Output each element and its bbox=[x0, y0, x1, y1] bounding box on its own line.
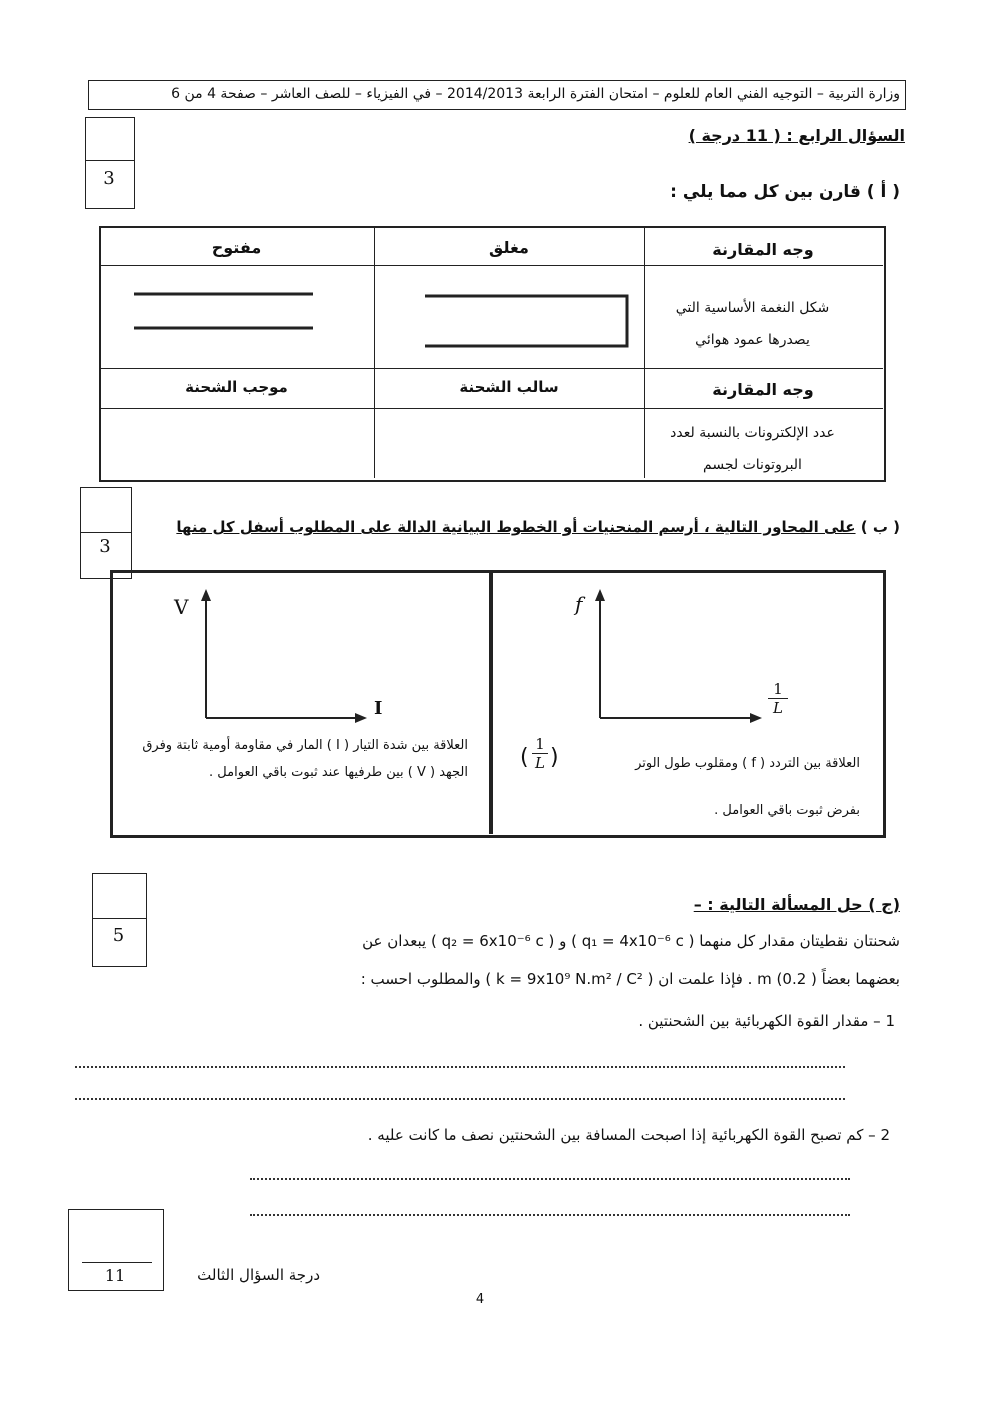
closed-tube-drawing bbox=[420, 290, 635, 350]
graph-left-x-label: I bbox=[374, 698, 383, 719]
table-criterion-header-1: وجه المقارنة bbox=[712, 240, 814, 259]
part-b-score-box bbox=[80, 487, 132, 579]
graph-right-caption-paren-right: ) bbox=[550, 745, 559, 770]
graph-left-y-label: V bbox=[174, 595, 189, 619]
part-c-item-2: 2 – كم تصبح القوة الكهربائية إذا اصبحت المسافة بين الشحنتين نصف ما كانت عليه . bbox=[367, 1126, 890, 1144]
table-negative-header: سالب الشحنة bbox=[459, 378, 559, 396]
part-a-score-divider bbox=[85, 160, 134, 161]
table-criterion-header-2: وجه المقارنة bbox=[712, 380, 814, 399]
total-label: درجة السؤال الثالث bbox=[197, 1266, 320, 1284]
part-b-label: ( ب ) bbox=[860, 518, 900, 536]
table-closed-header: مغلق bbox=[489, 238, 529, 257]
part-c-title: (ج ) حل المسألة التالية : – bbox=[693, 895, 900, 914]
graph-right-x-label bbox=[768, 680, 788, 717]
part-c-line-2: بعضهما بعضاً ( 0.2) m . فإذا علمت ان ( k = 9x10⁹ N.m² / C² ) والمطلوب احسب : bbox=[360, 970, 900, 988]
answer-line-2[interactable] bbox=[75, 1098, 845, 1100]
part-c-score: 5 bbox=[112, 925, 125, 946]
question-title: السؤال الرابع : ( 11 درجة ) bbox=[688, 126, 905, 145]
graph-right-caption-1: العلاقة بين التردد ( f ) ومقلوب طول الوتر bbox=[635, 756, 860, 771]
part-a-title: ( أ ) قارن بين كل مما يلي : bbox=[670, 182, 900, 202]
total-score: 11 bbox=[104, 1266, 126, 1285]
table-positive-header: موجب الشحنة bbox=[185, 378, 288, 396]
table-criterion-2: عدد الإلكترونات بالنسبة لعدد البروتونات لجسم bbox=[670, 425, 835, 473]
page-number: 4 bbox=[475, 1292, 485, 1307]
part-b-score-divider bbox=[80, 532, 131, 533]
total-score-line bbox=[82, 1262, 152, 1263]
graph-right-caption-num: 1 bbox=[535, 735, 545, 753]
open-tube-drawing bbox=[128, 288, 318, 338]
table-criterion-1: شكل النغمة الأساسية التي يصدرها عمود هوائي bbox=[675, 300, 830, 348]
part-c-score-divider bbox=[92, 918, 146, 919]
answer-line-1[interactable] bbox=[75, 1066, 845, 1068]
answer-line-4[interactable] bbox=[250, 1214, 850, 1216]
part-c-line-1: شحنتان نقطيتان مقدار كل منهما ( q₁ = 4x10⁻⁶ c ) و ( q₂ = 6x10⁻⁶ c ) يبعدان عن bbox=[362, 932, 900, 950]
table-row-divider-1 bbox=[100, 265, 883, 266]
graph-panel-divider bbox=[489, 571, 493, 834]
part-b-title: على المحاور التالية ، أرسم المنحنيات أو الخطوط البيانية الدالة على المطلوب أسفل كل منها bbox=[176, 518, 856, 536]
graph-right-x-num: 1 bbox=[773, 680, 783, 698]
part-a-score: 3 bbox=[103, 168, 115, 189]
part-b-score: 3 bbox=[99, 536, 111, 557]
graph-right-caption-den: L bbox=[532, 753, 548, 772]
graph-right-caption-2: بفرض ثبوت باقي العوامل . bbox=[714, 803, 860, 818]
graph-right-x-den: L bbox=[768, 698, 788, 717]
part-c-item-1: 1 – مقدار القوة الكهربائية بين الشحنتين . bbox=[638, 1012, 895, 1030]
graph-right-caption-paren-left: ( bbox=[520, 745, 529, 770]
table-row-divider-2 bbox=[100, 368, 883, 369]
header-text: وزارة التربية – التوجيه الفني العام للعلوم – امتحان الفترة الرابعة 2014/2013 – في الفيزياء – للصف العاشر – صفحة 4 من 6 bbox=[171, 86, 900, 102]
graph-right-y-label: f bbox=[575, 592, 583, 616]
table-open-header: مفتوح bbox=[211, 238, 262, 257]
answer-line-3[interactable] bbox=[250, 1178, 850, 1180]
part-a-score-box bbox=[85, 117, 135, 209]
part-b-title-line bbox=[150, 518, 900, 536]
table-row-divider-3 bbox=[100, 408, 883, 409]
part-c-score-box bbox=[92, 873, 147, 967]
graph-left-caption: العلاقة بين شدة التيار ( I ) المار في مقاومة أومية ثابتة وفرق الجهد ( V ) بين طرفيها عند ثبوت باقي العوامل . bbox=[142, 738, 468, 780]
